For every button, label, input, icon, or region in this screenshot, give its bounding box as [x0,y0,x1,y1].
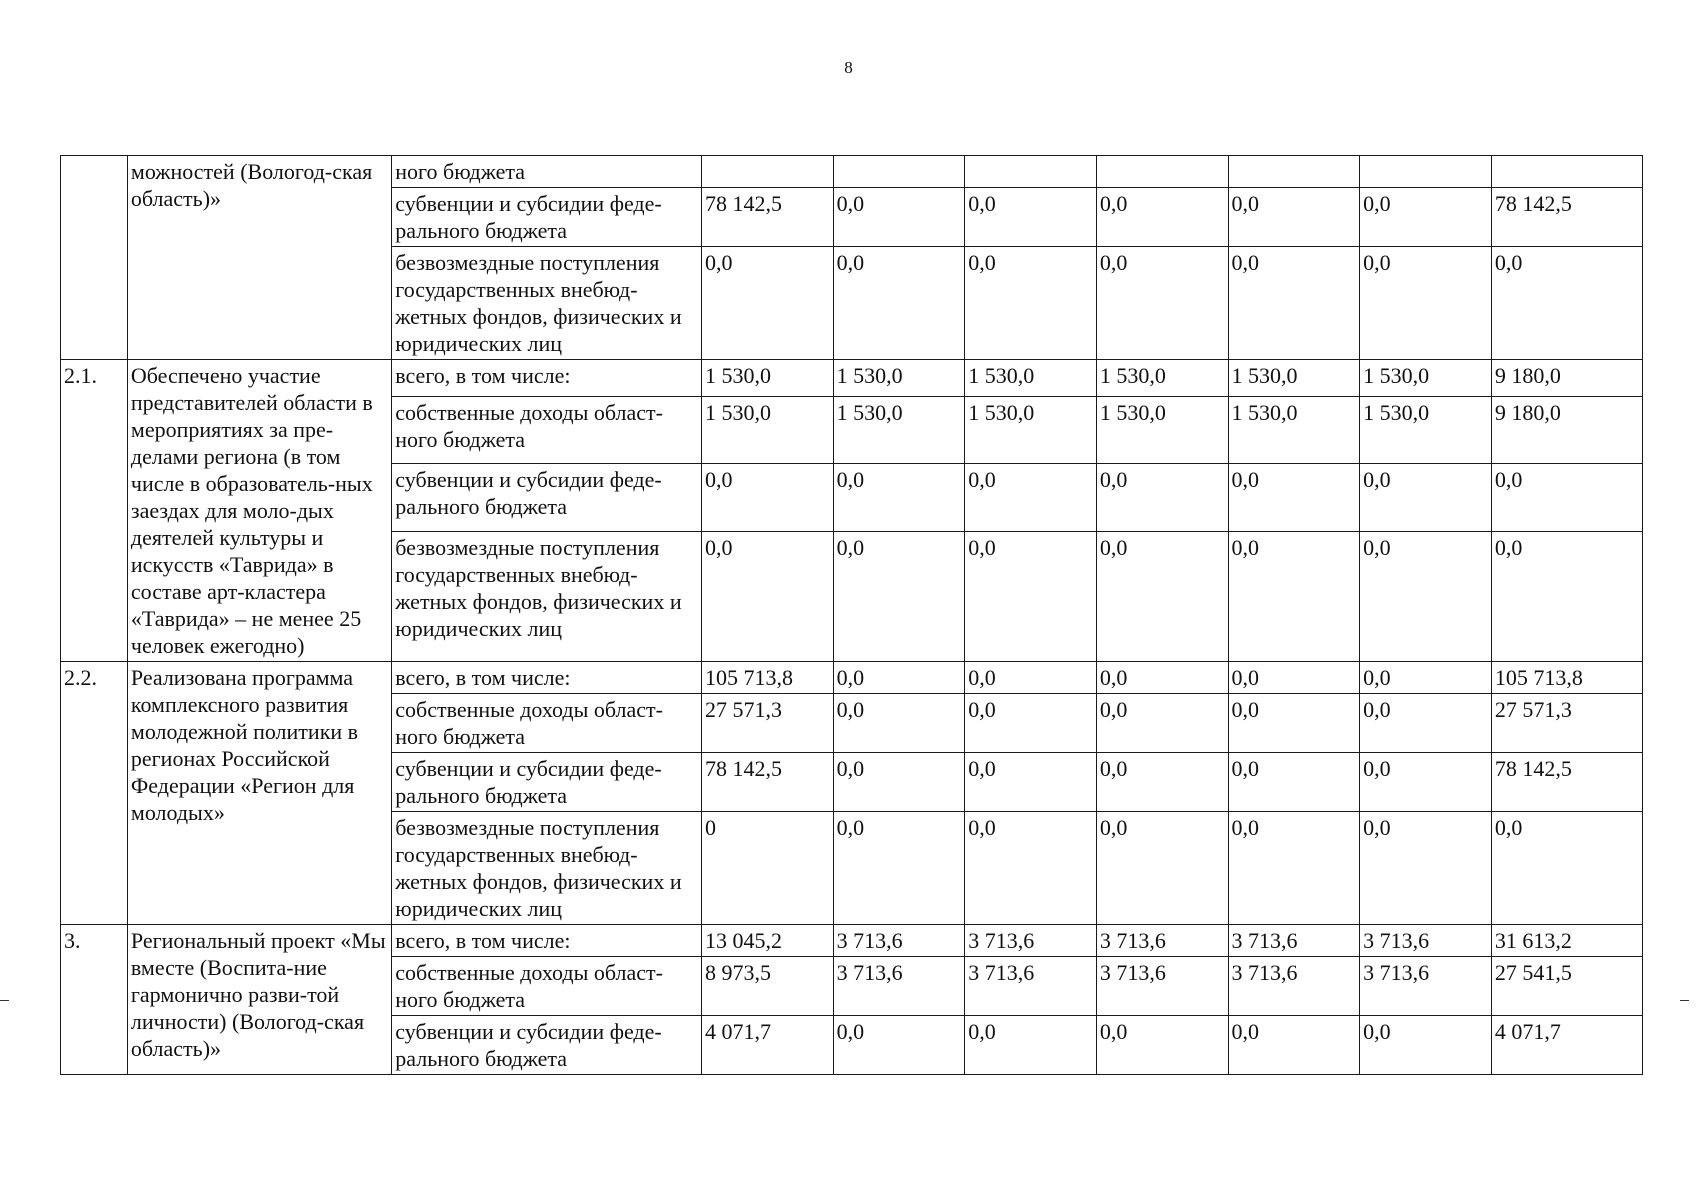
right-margin-mark [1680,1000,1689,1001]
year-value-cell: 0,0 [833,694,965,753]
year-value-cell: 1 530,0 [833,360,965,397]
funding-source-cell: собственные доходы област-ного бюджета [392,396,702,464]
year-value-cell: 1 530,0 [965,396,1097,464]
year-value-cell: 0,0 [965,1016,1097,1075]
year-value-cell: 78 142,5 [701,188,833,247]
year-value-cell: 3 713,6 [1096,957,1228,1016]
year-value-cell: 1 530,0 [833,396,965,464]
budget-table [60,155,1643,1075]
year-value-cell: 0,0 [1360,694,1492,753]
total-value-cell: 0,0 [1491,464,1642,532]
year-value-cell: 0,0 [1096,188,1228,247]
year-value-cell [965,156,1097,188]
funding-source-cell: собственные доходы област-ного бюджета [392,694,702,753]
year-value-cell: 0,0 [1096,753,1228,812]
row-number-cell [61,156,128,360]
total-value-cell: 0,0 [1491,532,1642,662]
year-value-cell: 3 713,6 [1360,925,1492,957]
year-value-cell: 0,0 [1096,812,1228,925]
year-value-cell: 0,0 [965,532,1097,662]
row-number-cell: 2.1. [61,360,128,662]
year-value-cell: 0,0 [833,812,965,925]
year-value-cell: 1 530,0 [965,360,1097,397]
year-value-cell: 3 713,6 [1228,957,1360,1016]
total-value-cell [1491,156,1642,188]
year-value-cell: 3 713,6 [833,957,965,1016]
year-value-cell: 105 713,8 [701,662,833,694]
funding-source-cell: субвенции и субсидии феде-рального бюджета [392,1016,702,1075]
year-value-cell: 0,0 [965,753,1097,812]
year-value-cell: 0,0 [1096,694,1228,753]
total-value-cell: 0,0 [1491,812,1642,925]
funding-source-cell: субвенции и субсидии феде-рального бюджета [392,464,702,532]
year-value-cell: 1 530,0 [1360,360,1492,397]
year-value-cell: 3 713,6 [1228,925,1360,957]
table-row [61,925,1643,957]
year-value-cell: 0,0 [1096,464,1228,532]
funding-source-cell: собственные доходы област-ного бюджета [392,957,702,1016]
year-value-cell: 0,0 [1228,464,1360,532]
year-value-cell: 0,0 [1096,247,1228,360]
year-value-cell: 1 530,0 [701,396,833,464]
table-row [61,360,1643,397]
year-value-cell: 0,0 [701,247,833,360]
row-number-cell: 3. [61,925,128,1075]
funding-source-cell: субвенции и субсидии феде-рального бюджета [392,188,702,247]
year-value-cell: 0,0 [1360,532,1492,662]
year-value-cell: 0,0 [1360,662,1492,694]
year-value-cell: 0,0 [701,464,833,532]
year-value-cell: 0,0 [833,1016,965,1075]
year-value-cell: 3 713,6 [965,925,1097,957]
year-value-cell: 0,0 [701,532,833,662]
year-value-cell: 27 571,3 [701,694,833,753]
year-value-cell: 0,0 [965,694,1097,753]
year-value-cell: 0,0 [1228,694,1360,753]
year-value-cell: 8 973,5 [701,957,833,1016]
year-value-cell: 1 530,0 [1228,360,1360,397]
year-value-cell: 0,0 [1228,1016,1360,1075]
year-value-cell: 0,0 [965,464,1097,532]
funding-source-cell: субвенции и субсидии феде-рального бюджета [392,753,702,812]
year-value-cell: 0,0 [833,464,965,532]
year-value-cell: 0,0 [1096,1016,1228,1075]
measure-name-cell: можностей (Вологод-ская область)» [127,156,391,360]
year-value-cell: 1 530,0 [1096,360,1228,397]
year-value-cell: 0,0 [1360,812,1492,925]
total-value-cell: 9 180,0 [1491,396,1642,464]
year-value-cell [833,156,965,188]
year-value-cell: 0,0 [1096,662,1228,694]
page-number: 8 [844,58,853,77]
year-value-cell: 0,0 [1228,812,1360,925]
year-value-cell: 0,0 [833,247,965,360]
table-row [61,156,1643,188]
year-value-cell: 1 530,0 [1360,396,1492,464]
total-value-cell: 0,0 [1491,247,1642,360]
year-value-cell: 0,0 [833,753,965,812]
funding-source-cell: всего, в том числе: [392,925,702,957]
year-value-cell: 0,0 [1228,662,1360,694]
total-value-cell: 105 713,8 [1491,662,1642,694]
year-value-cell [1228,156,1360,188]
year-value-cell: 0,0 [1360,1016,1492,1075]
year-value-cell: 0,0 [1228,532,1360,662]
year-value-cell: 0,0 [1360,464,1492,532]
year-value-cell: 3 713,6 [965,957,1097,1016]
year-value-cell: 0,0 [833,662,965,694]
funding-source-cell: безвозмездные поступления государственных внебюд-жетных фондов, физических и юридических лиц [392,247,702,360]
year-value-cell: 0,0 [1228,188,1360,247]
year-value-cell: 0,0 [965,188,1097,247]
funding-source-cell: ного бюджета [392,156,702,188]
measure-name-cell: Обеспечено участие представителей области в мероприятиях за пре-делами региона (в том числе в образователь-ных заездах для моло-дых деятелей культуры и искусств «Таврида» в составе арт-кластера «Таврида» – не менее 25 человек ежегодно) [127,360,391,662]
total-value-cell: 31 613,2 [1491,925,1642,957]
measure-name-cell: Реализована программа комплексного развития молодежной политики в регионах Российской Федерации «Регион для молодых» [127,662,391,925]
year-value-cell: 3 713,6 [833,925,965,957]
year-value-cell: 0,0 [1360,188,1492,247]
year-value-cell: 0,0 [1228,753,1360,812]
year-value-cell: 13 045,2 [701,925,833,957]
year-value-cell: 4 071,7 [701,1016,833,1075]
year-value-cell [1096,156,1228,188]
year-value-cell: 0,0 [833,188,965,247]
year-value-cell: 0,0 [1096,532,1228,662]
total-value-cell: 4 071,7 [1491,1016,1642,1075]
year-value-cell: 0,0 [965,247,1097,360]
table-row [61,662,1643,694]
year-value-cell: 0,0 [1360,753,1492,812]
year-value-cell: 1 530,0 [1096,396,1228,464]
year-value-cell [1360,156,1492,188]
year-value-cell [701,156,833,188]
total-value-cell: 78 142,5 [1491,753,1642,812]
funding-source-cell: всего, в том числе: [392,662,702,694]
year-value-cell: 1 530,0 [1228,396,1360,464]
year-value-cell: 0 [701,812,833,925]
measure-name-cell: Региональный проект «Мы вместе (Воспита-ние гармонично разви-той личности) (Вологод-ская область)» [127,925,391,1075]
year-value-cell: 0,0 [965,662,1097,694]
funding-source-cell: всего, в том числе: [392,360,702,397]
total-value-cell: 27 571,3 [1491,694,1642,753]
total-value-cell: 78 142,5 [1491,188,1642,247]
year-value-cell: 0,0 [833,532,965,662]
year-value-cell: 3 713,6 [1096,925,1228,957]
total-value-cell: 27 541,5 [1491,957,1642,1016]
funding-source-cell: безвозмездные поступления государственных внебюд-жетных фондов, физических и юридических лиц [392,812,702,925]
year-value-cell: 3 713,6 [1360,957,1492,1016]
year-value-cell: 0,0 [965,812,1097,925]
total-value-cell: 9 180,0 [1491,360,1642,397]
row-number-cell: 2.2. [61,662,128,925]
year-value-cell: 1 530,0 [701,360,833,397]
left-margin-mark [0,1000,9,1001]
year-value-cell: 0,0 [1360,247,1492,360]
year-value-cell: 78 142,5 [701,753,833,812]
funding-source-cell: безвозмездные поступления государственных внебюд-жетных фондов, физических и юридических лиц [392,532,702,662]
year-value-cell: 0,0 [1228,247,1360,360]
